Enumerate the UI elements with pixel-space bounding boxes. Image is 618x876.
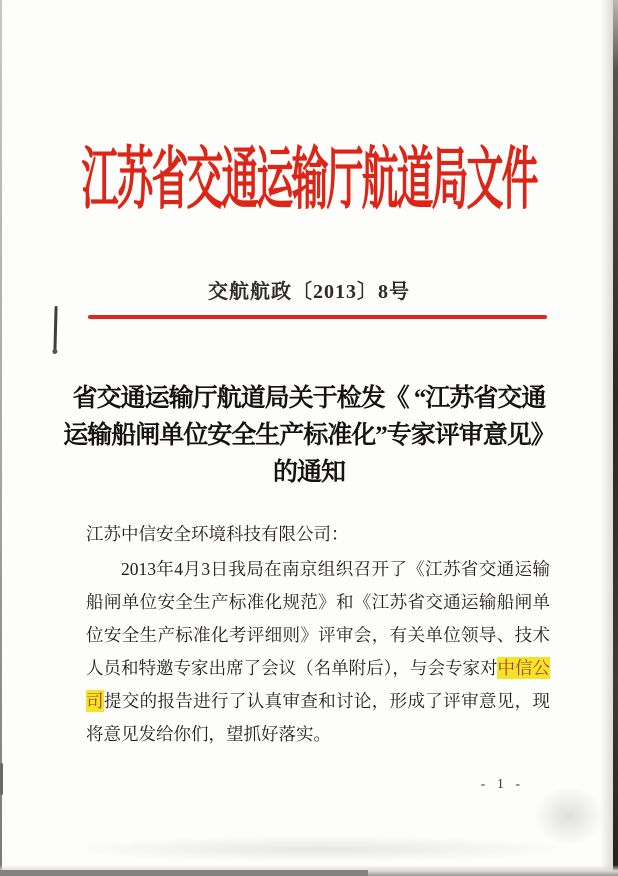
scan-edge-right bbox=[613, 0, 618, 876]
letterhead bbox=[0, 143, 618, 219]
title-line-3: 的通知 bbox=[272, 459, 345, 486]
scan-edge-bottom-dark bbox=[0, 870, 368, 876]
document-number: 交航航政〔2013〕8号 bbox=[208, 281, 410, 303]
recipient-salutation: 江苏中信安全环境科技有限公司： bbox=[86, 524, 349, 544]
scan-smudge-corner bbox=[534, 786, 604, 846]
scan-smudge-bottom bbox=[60, 836, 580, 862]
document-title bbox=[40, 380, 578, 491]
red-separator-line bbox=[88, 315, 547, 319]
title-line-1: 省交通运输厅航道局关于检发《 “江苏省交通 bbox=[72, 385, 546, 412]
scan-edge-left-notch bbox=[0, 763, 3, 795]
letterhead-title: 江苏省交通运输厅航道局文件 bbox=[81, 143, 537, 219]
highlighted-company-name: 中信公司 bbox=[86, 658, 551, 711]
title-line-2: 运输船闸单位安全生产标准化”专家评审意见》 bbox=[63, 422, 555, 449]
paragraph-text-before: 2013年4月3日我局在南京组织召开了《江苏省交通运输船闸单位安全生产标准化规范》和《江苏省交通运输船闸单位安全生产标准化考评细则》评审会，有关单位领导、技术人员和特邀专家出席了会议（名单附后），与会专家对 bbox=[86, 559, 550, 678]
pen-mark bbox=[53, 306, 57, 352]
paragraph-text-after: 提交的报告进行了认真审查和讨论，形成了评审意见，现将意见发给你们，望抓好落实。 bbox=[86, 691, 551, 744]
scan-edge-left bbox=[0, 0, 2, 876]
scan-edge-right-shadow bbox=[600, 0, 613, 876]
document-body bbox=[86, 518, 550, 751]
body-paragraph bbox=[86, 553, 550, 751]
page-number: - 1 - bbox=[480, 777, 524, 792]
